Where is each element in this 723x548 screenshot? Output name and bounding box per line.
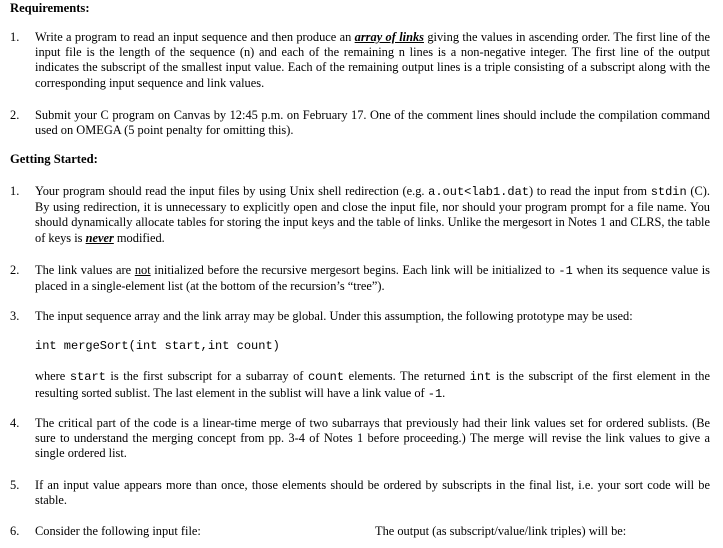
output-label: The output (as subscript/value/link triples) will be: — [375, 524, 627, 538]
requirement-item-2 — [10, 108, 710, 138]
requirements-heading: Requirements: — [10, 1, 90, 15]
stdin-code: stdin — [650, 185, 687, 199]
item-number: 1. — [10, 184, 20, 198]
never-emphasis: never — [85, 230, 114, 245]
item-text: Your program should read the input files by using Unix shell redirection (e.g. a.out<lab1.dat) to read the input from stdin (C). By using redirection, it is unnecessary to explicitly open and close the input file, nor should your program prompt for a file name. You should dynamically allocate tables for storing the input keys and the table of links. Unlike the mergesort in Notes 1 and CLRS, the table of keys is never modified. — [35, 184, 710, 245]
item-text: The input sequence array and the link array may be global. Under this assumption, the following prototype may be used: — [35, 309, 633, 323]
prototype-description: where start is the first subscript for a subarray of count elements. The returned int is the subscript of the first element in the resulting sorted sublist. The last element in the sublist will have a link value of -1. — [35, 369, 710, 401]
redirection-code: a.out<lab1.dat — [428, 185, 529, 199]
item-number: 6. — [10, 524, 20, 538]
array-of-links-emphasis: array of links — [354, 30, 424, 44]
getting-started-item-1 — [10, 184, 710, 246]
getting-started-item-4 — [10, 416, 710, 462]
prototype-code: int mergeSort(int start,int count) — [35, 339, 280, 354]
not-underline: not — [134, 263, 151, 277]
getting-started-item-2 — [10, 263, 710, 294]
item-text — [35, 524, 710, 539]
input-file-label: Consider the following input file: — [35, 524, 201, 538]
minus-one-code: -1 — [558, 264, 573, 278]
item-number: 4. — [10, 416, 20, 430]
item-number: 3. — [10, 309, 20, 323]
item-number: 2. — [10, 263, 20, 277]
item-number: 1. — [10, 30, 20, 44]
item-text: The critical part of the code is a linear-time merge of two subarrays that previously had their link values set for ordered sublists. (Be sure to understand the merging concept from pp. 3-4 of Notes 1 before proceeding.) The merge will revise the link values to give a single ordered list. — [35, 416, 710, 461]
requirement-item-1 — [10, 30, 710, 91]
item-text: Write a program to read an input sequence and then produce an array of links giving the values in ascending order. The first line of the input file is the length of the sequence (n) and each of the remaining n lines is a non-negative integer. The first line of the output indicates the subscript of the smallest input value. Each of the remaining output lines is a triple consisting of a subscript along with the corresponding input sequence and link values. — [35, 30, 710, 90]
getting-started-heading: Getting Started: — [10, 152, 98, 166]
item-number: 5. — [10, 478, 20, 492]
getting-started-item-5 — [10, 478, 710, 508]
item-number: 2. — [10, 108, 20, 122]
getting-started-item-6 — [10, 524, 710, 539]
item-text: If an input value appears more than once, those elements should be ordered by subscripts in the final list, i.e. your sort code will be stable. — [35, 478, 710, 508]
getting-started-item-3 — [10, 309, 710, 402]
item-text: The link values are not initialized before the recursive mergesort begins. Each link will be initialized to -1 when its sequence value is placed in a single-element list (at the bottom of the recursion’s “tree”). — [35, 263, 710, 294]
item-text: Submit your C program on Canvas by 12:45 p.m. on February 17. One of the comment lines should include the compilation command used on OMEGA (5 point penalty for omitting this). — [35, 108, 710, 138]
